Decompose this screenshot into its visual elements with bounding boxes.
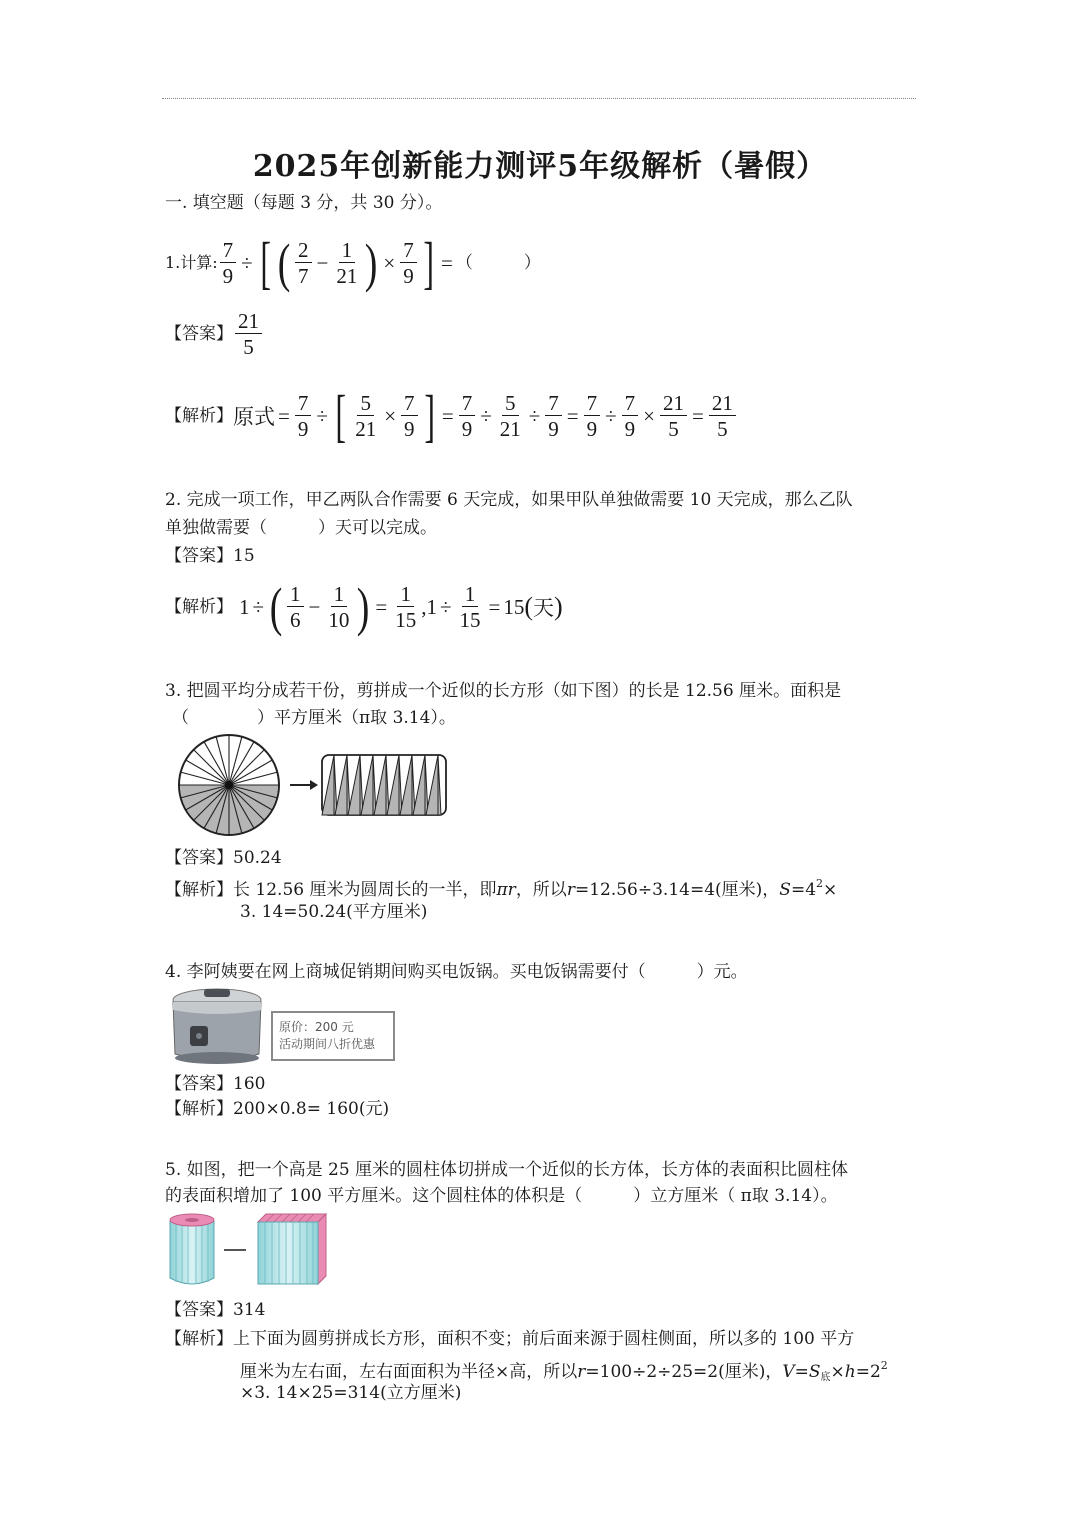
q3-text-1: 3. 把圆平均分成若干份，剪拼成一个近似的长方形（如下图）的长是 12.56 厘米。面积是 bbox=[165, 681, 842, 701]
page-title: 2025年创新能力测评5年级解析（暑假） bbox=[252, 149, 828, 184]
q3-text-2: （ ）平方厘米（π取 3.14）。 bbox=[172, 708, 456, 728]
q5-text-2: 的表面积增加了 100 平方厘米。这个圆柱体的体积是（ ）立方厘米（ π取 3.14）。 bbox=[165, 1186, 838, 1206]
arrow-icon bbox=[290, 780, 318, 790]
cuboid bbox=[258, 1214, 326, 1284]
q4-analysis: 【解析】200×0.8= 160(元) bbox=[165, 1099, 390, 1119]
q4-text-1: 4. 李阿姨要在网上商城促销期间购买电饭锅。买电饭锅需要付（ ）元。 bbox=[165, 962, 748, 982]
fraction: $\frac{2}{7}$ bbox=[295, 239, 312, 287]
approx-rectangle bbox=[322, 755, 446, 815]
circle-to-rectangle-figure bbox=[172, 734, 452, 836]
q5-analysis-3: ×3. 14×25=314(立方厘米) bbox=[240, 1383, 462, 1403]
promotion-text: 活动期间八折优惠 bbox=[279, 1037, 376, 1051]
q2-analysis: 【解析】 1 ÷ ( $\frac{1}{6}$ − $\frac{1}{10}$ ) = $\frac{1}{15}$ , 1 ÷ $\frac{1}{15}$ = 15 ( 天 ) bbox=[165, 577, 563, 637]
q2-text-2: 单独做需要（ ）天可以完成。 bbox=[165, 518, 437, 538]
fraction: $\frac{1}{21}$ bbox=[336, 238, 358, 288]
answer-blank: （ ） bbox=[455, 253, 541, 272]
q1-answer: 【答案】 $\frac{21}{5}$ bbox=[165, 308, 264, 360]
fraction: $\frac{7}{9}$ bbox=[220, 239, 237, 287]
q3-answer: 【答案】50.24 bbox=[165, 848, 282, 868]
cylinder bbox=[170, 1214, 214, 1284]
q1-analysis: 【解析】 原式 = $\frac{7}{9}$ ÷ [ $\frac{5}{21}$ × $\frac{7}{9}$ ] = $\frac{7}{9}$ ÷ $\frac{5}{21}$ ÷ $\frac{7}{9}$ = $\frac{7}{9}$ ÷ $\frac{7}{9}$ × $\frac{21}{5}$ = $\frac{21}{5}$ bbox=[165, 385, 738, 447]
q1-prefix: 1.计算: bbox=[165, 253, 218, 272]
section-heading: 一. 填空题（每题 3 分，共 30 分）。 bbox=[165, 193, 443, 213]
rice-cooker-image bbox=[166, 986, 268, 1066]
fraction: $\frac{21}{5}$ bbox=[235, 310, 262, 358]
q5-text-1: 5. 如图，把一个高是 25 厘米的圆柱体切拼成一个近似的长方体，长方体的表面积比圆柱体 bbox=[165, 1160, 849, 1180]
q5-answer: 【答案】314 bbox=[165, 1300, 266, 1320]
original-price: 原价：200 元 bbox=[279, 1020, 354, 1034]
q2-answer: 【答案】15 bbox=[165, 546, 255, 566]
q5-analysis-1: 【解析】上下面为圆剪拼成长方形，面积不变；前后面来源于圆柱侧面，所以多的 100 平方 bbox=[165, 1329, 855, 1349]
fraction: $\frac{7}{9}$ bbox=[400, 239, 417, 287]
q3-analysis-1: 【解析】长 12.56 厘米为圆周长的一半，即πr，所以r=12.56÷3.14=4(厘米)，$S=4^2\times$ bbox=[165, 877, 838, 900]
q3-analysis-2: 3. 14=50.24(平方厘米) bbox=[240, 902, 428, 922]
q2-text-1: 2. 完成一项工作，甲乙两队合作需要 6 天完成，如果甲队单独做需要 10 天完成，那么乙队 bbox=[165, 490, 853, 510]
question-1: 1.计算: $\frac{7}{9}$ ÷ [ ( $\frac{2}{7}$ − $\frac{1}{21}$ ) × $\frac{7}{9}$ ] = （ ） bbox=[165, 230, 541, 295]
cylinder-to-cuboid-figure bbox=[166, 1210, 332, 1290]
price-box bbox=[271, 1011, 395, 1061]
q4-answer: 【答案】160 bbox=[165, 1074, 266, 1094]
q5-analysis-2: 厘米为左右面，左右面面积为半径×高，所以r=100÷2÷25=2(厘米)，$V=S_底\times h=2^2$ bbox=[240, 1359, 888, 1383]
header-rule bbox=[162, 98, 916, 99]
